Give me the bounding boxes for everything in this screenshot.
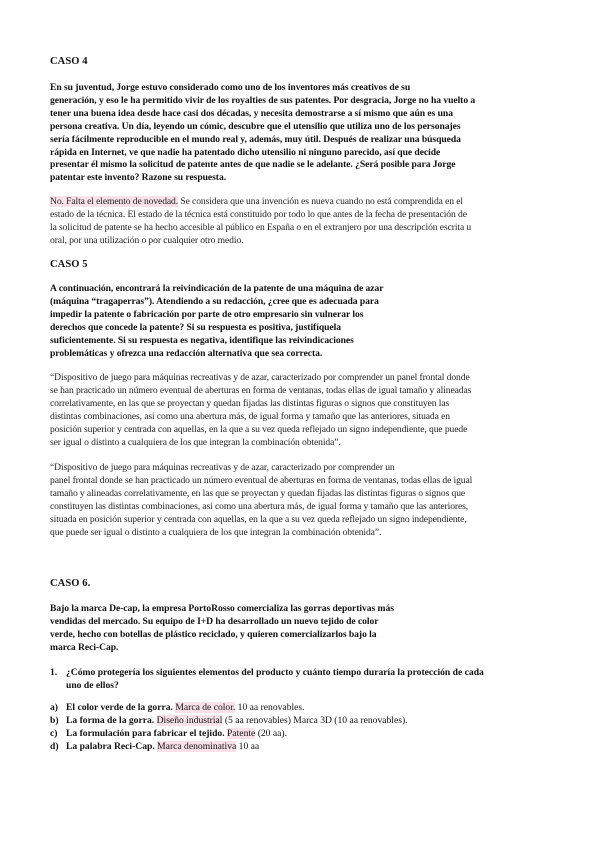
item-rest: (5 aa renovables) Marca 3D (10 aa renovables). [222,715,408,726]
item-highlight: Diseño industrial [156,715,223,726]
caso6-question-line: vendidas del mercado. Su equipo de I+D ha desarrollado un nuevo tejido de color [50,615,379,627]
answer-highlight: No. Falta el elemento de novedad. [50,196,179,207]
item-highlight: Patente [227,728,256,739]
caso5-question [50,283,383,360]
item-rest: 10 aa renovables. [235,702,305,713]
caso6-question-1 [50,667,484,693]
item-highlight: Marca de color. [175,702,236,713]
caso6-heading: CASO 6. [50,578,91,589]
answer-item [50,728,287,740]
caso4-answer-line: No. Falta el elemento de novedad. Se considera que una invención es nueva cuando no está comprendida en el [50,196,463,207]
caso4-answer-line: la solicitud de patente se ha hecho accesible al público en España o en el extranjero por una descripción escrita u [50,221,472,233]
caso6-question [50,603,394,655]
caso5-question-line: problemáticas y ofrezca una redacción alternativa que sea correcta. [50,347,323,359]
caso4-question-line: presentar él mismo la solicitud de patente antes de que nadie se le adelante. ¿Será posible para Jorge [50,159,456,171]
question-1-line: uno de ellos? [66,679,119,691]
item-label: La formulación para fabricar el tejido. [66,728,225,739]
question-number: 1. [50,667,58,678]
caso5-question-line: derechos que concede la patente? Si su respuesta es positiva, justifíquela [50,321,341,333]
answer-item [50,715,408,727]
caso4-question-line: En su juventud, Jorge estuvo considerado como uno de los inventores más creativos de su [50,82,411,93]
question-1-line: 1. ¿Cómo protegería los siguientes elementos del producto y cuánto tiempo duraría la protección de cada [50,667,484,678]
caso4-question-line: rápida en Internet, ve que nadie ha patentado dicho utensilio ni ninguno parecido, así que decide [50,146,441,158]
caso4-question-line: patentar este invento? Razone su respuesta. [50,172,227,184]
quote-line: ser igual o distinto a cualquiera de los que integran la combinación obtenida”. [50,436,341,448]
caso6-question-line: marca Reci-Cap. [50,641,119,653]
caso4-heading: CASO 4 [50,56,88,67]
quote-line: correlativamente, en las que se proyectan y quedan fijadas las distintas figuras o signos que constituyen las [50,397,450,409]
quote-line: se han practicado un número eventual de aberturas en forma de ventanas, todas ellas de igual tamaño y alineadas [50,384,472,396]
item-label: La palabra Reci-Cap. [66,741,155,752]
caso5-quote-1 [50,372,471,449]
caso4-question-line: persona creativa. Un día, leyendo un cómic, descubre que el utensilio que utiliza uno de los personajes [50,120,461,132]
caso6-question-line: verde, hecho con botellas de plástico reciclado, y quieren comercializarlos bajo la [50,628,377,640]
item-rest: (20 aa). [255,728,287,739]
caso5-quote-2 [50,462,472,539]
item-letter: c) [50,728,58,739]
item-letter: a) [50,702,58,713]
caso4-answer [50,196,471,248]
caso4-question-line: generación, y eso le ha permitido vivir de los royalties de sus patentes. Por desgracia, Jorge no ha vuelto a [50,94,476,106]
item-letter: b) [50,715,59,726]
caso5-heading: CASO 5 [50,259,88,270]
quote-line: “Dispositivo de juego para máquinas recreativas y de azar, caracterizado por comprender un [50,462,395,473]
answer-item [50,702,305,714]
item-highlight: Marca denominativa [157,741,237,752]
quote-line: “Dispositivo de juego para máquinas recreativas y de azar, caracterizado por comprender un panel frontal donde [50,372,470,383]
caso4-question [50,82,475,185]
quote-line: distintas combinaciones, así como una abertura más, de igual forma y tamaño que las anteriores, situada en [50,410,450,422]
caso5-question-line: (máquina “tragaperras”). Atendiendo a su redacción, ¿cree que es adecuada para [50,295,379,307]
item-label: La forma de la gorra. [66,715,155,726]
quote-line: constituyen las distintas combinaciones, así como una abertura más, de igual forma y tamaño que las anteriores, [50,500,469,512]
caso5-question-line: impedir la patente o fabricación por parte de otro empresario sin vulnerar los [50,308,364,320]
quote-line: posición superior y centrada con aquellas, en la que a su vez queda reflejado un signo independiente, que puede [50,423,468,435]
item-rest: 10 aa [236,741,260,752]
quote-line: panel frontal donde se han practicado un número eventual de aberturas en forma de ventanas, todas ellas de igual [50,474,473,486]
quote-line: situada en posición superior y centrada con aquellas, en la que a su vez queda reflejado un signo independiente, [50,513,467,525]
caso4-question-line: tener una buena idea desde hace casi dos décadas, y necesita demostrarse a sí mismo que aún es una [50,107,453,119]
quote-line: que puede ser igual o distinto a cualquiera de los que integran la combinación obtenida”. [50,526,382,538]
answer-item [50,741,259,753]
caso4-question-line: sería fácilmente reproducible en el mundo real y, además, muy útil. Después de realizar una búsqueda [50,133,461,145]
quote-line: tamaño y alineadas correlativamente, en las que se proyectan y quedan fijadas las distintas figuras o signos que [50,487,466,499]
item-label: El color verde de la gorra. [66,702,173,713]
caso6-question-line: Bajo la marca De-cap, la empresa PortoRosso comercializa las gorras deportivas más [50,603,394,614]
item-letter: d) [50,741,59,752]
caso5-question-line: A continuación, encontrará la reivindicación de la patente de una máquina de azar [50,283,384,294]
caso4-answer-line: oral, por una utilización o por cualquier otro medio. [50,234,244,246]
caso4-answer-line: estado de la técnica. El estado de la técnica está constituido por todo lo que antes de la fecha de presentación de [50,208,467,220]
caso5-question-line: suficientemente. Si su respuesta es negativa, identifique las reivindicaciones [50,334,354,346]
